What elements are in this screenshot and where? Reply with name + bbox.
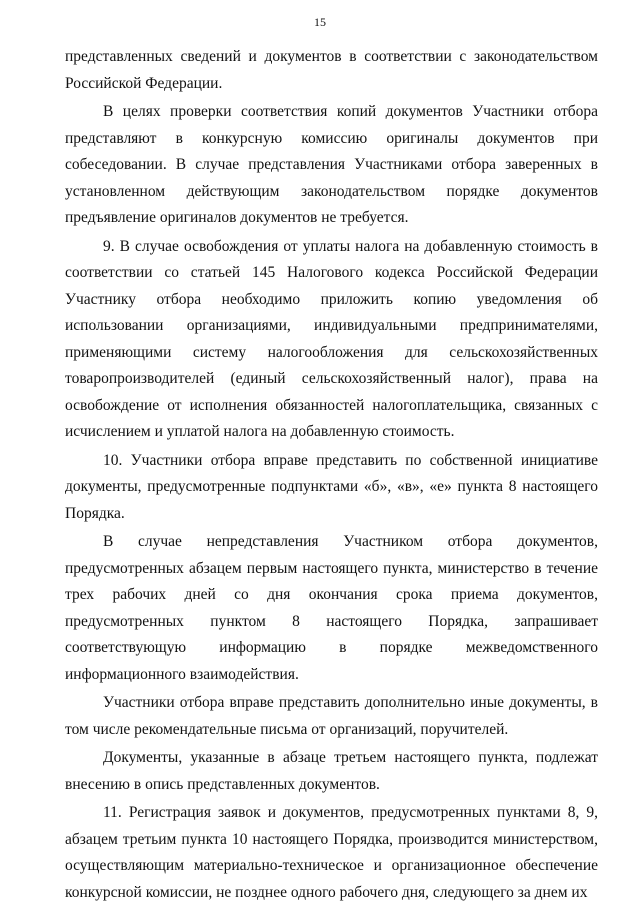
paragraph-copies-verification: В целях проверки соответствия копий документов Участники отбора представляют в конкурсную комиссию оригиналы документов при собеседовании. В случае представления Участниками отбора заверенных в установленном действующим законодательством порядке документов предъявление оригиналов документов не требуется. [65, 103, 598, 226]
paragraph-item-10-inventory: Документы, указанные в абзаце третьем настоящего пункта, подлежат внесению в опись представленных документов. [65, 749, 598, 793]
paragraph-item-10-additional: Участники отбора вправе представить дополнительно иные документы, в том числе рекомендательные письма от организаций, поручителей. [65, 694, 598, 738]
paragraph-item-10: 10. Участники отбора вправе представить по собственной инициативе документы, предусмотренные подпунктами «б», «в», «е» пункта 8 настоящего Порядка. [65, 451, 598, 522]
paragraph-item-9: 9. В случае освобождения от уплаты налога на добавленную стоимость в соответствии со статьей 145 Налогового кодекса Российской Федерации Участнику отбора необходимо приложить копию уведомления об использовании организациями, индивидуальными предпринимателями, применяющими систему налогообложения для сельскохозяйственных товаропроизводителей (единый сельскохозяйственный налог), права на освобождение от исполнения обязанностей налогоплательщика, связанных с исчислением и уплатой налога на добавленную стоимость. [65, 237, 598, 440]
paragraph-item-11: 11. Регистрация заявок и документов, предусмотренных пунктами 8, 9, абзацем третьим пункта 10 настоящего Порядка, производится министерством, осуществляющим материально-техническое и организационное обеспечение конкурсной комиссии, не позднее одного рабочего дня, следующего за днем их [65, 804, 598, 901]
paragraph-continuation: представленных сведений и документов в соответствии с законодательством Российской Федерации. [65, 48, 598, 92]
page-number: 15 [314, 15, 326, 29]
document-body [65, 44, 598, 901]
paragraph-item-10-interagency: В случае непредставления Участником отбора документов, предусмотренных абзацем первым настоящего пункта, министерство в течение трех рабочих дней со дня окончания срока приема документов, предусмотренных пунктом 8 настоящего Порядка, запрашивает соответствующую информацию в порядке межведомственного информационного взаимодействия. [65, 533, 598, 683]
